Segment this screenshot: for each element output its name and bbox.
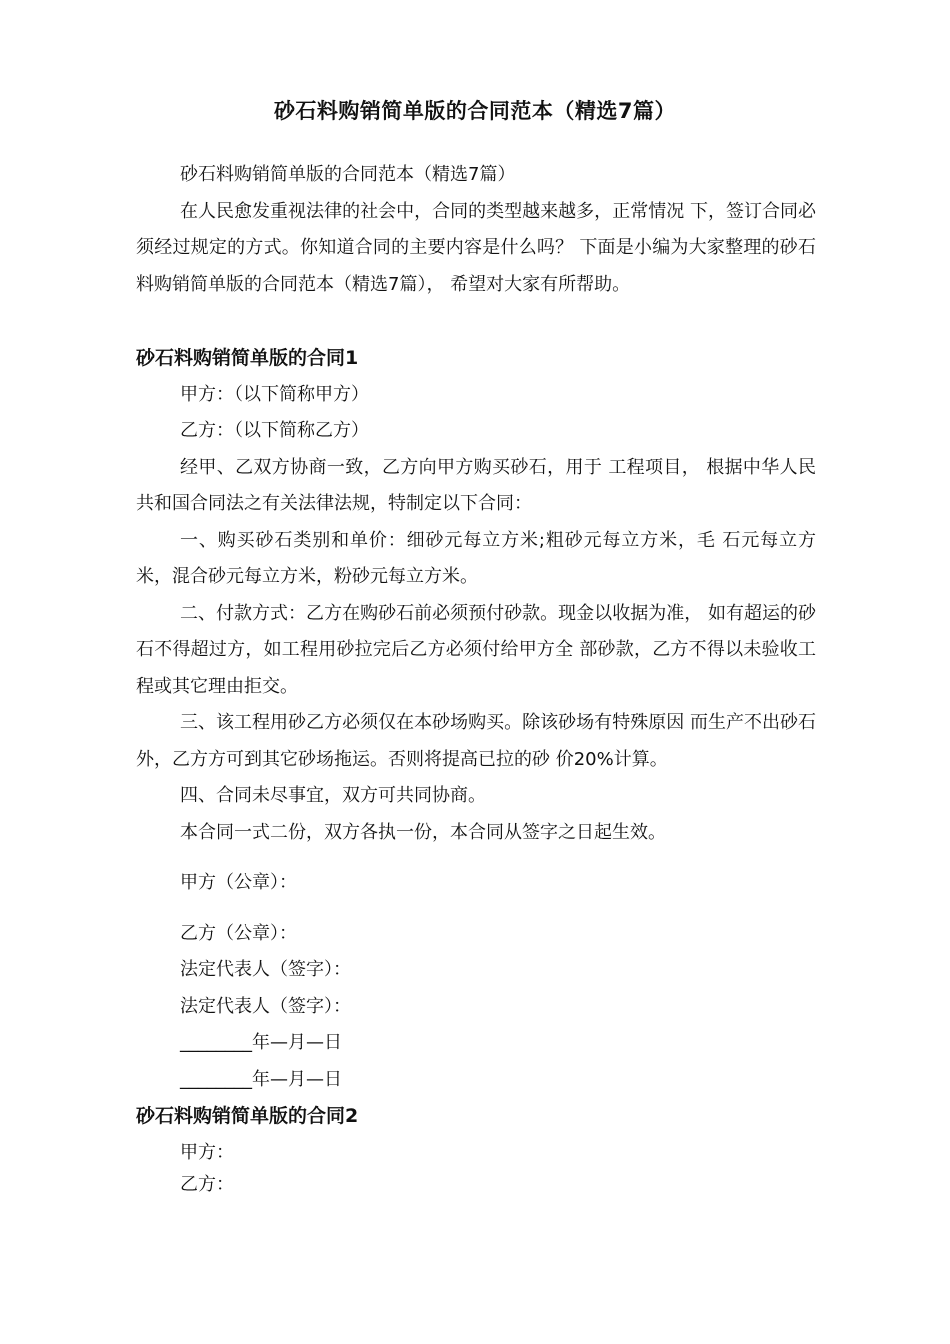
intro-subtitle: 砂石料购销简单版的合同范本（精选7篇） bbox=[180, 164, 516, 185]
spacer bbox=[136, 851, 816, 865]
contract-1-party-a: 甲方：（以下简称甲方） bbox=[180, 383, 369, 405]
contract-1-clause-3: 三、该工程用砂乙方必须仅在本砂场购买。除该砂场有特殊原因 而生产不出砂石外，乙方方可到其它砂场拖运。否则将提高已拉的砂 价20%计算。 bbox=[136, 712, 816, 770]
intro-section bbox=[136, 157, 816, 303]
contract-1-rep-a: 法定代表人（签字）： bbox=[180, 959, 351, 980]
contract-2-party-a: 甲方： bbox=[180, 1141, 234, 1163]
contract-2-heading: 砂石料购销简单版的合同2 bbox=[136, 1105, 359, 1127]
spacer bbox=[136, 902, 816, 916]
contract-1-clause-1: 一、购买砂石类别和单价：细砂元每立方米;粗砂元每立方米，毛 石元每立方米，混合砂元每立方米，粉砂元每立方米。 bbox=[136, 529, 816, 587]
contract-1-clause-4: 四、合同未尽事宜，双方可共同协商。 bbox=[180, 785, 486, 806]
contract-1-rep-b: 法定代表人（签字）： bbox=[180, 995, 351, 1017]
intro-paragraph: 在人民愈发重视法律的社会中，合同的类型越来越多，正常情况 下，签订合同必须经过规定的方式。你知道合同的主要内容是什么吗？ 下面是小编为大家整理的砂石料购销简单版的合同范本（精选7篇）， 希望对大家有所帮助。 bbox=[136, 200, 816, 295]
contract-1-party-b: 乙方：（以下简称乙方） bbox=[180, 420, 369, 441]
contract-1-date-a: ________年—月—日 bbox=[180, 1032, 342, 1053]
contract-1-sign-a: 甲方（公章）： bbox=[180, 872, 297, 893]
contract-1-date-b: ________年—月—日 bbox=[180, 1068, 342, 1090]
contract-1-copies: 本合同一式二份，双方各执一份，本合同从签字之日起生效。 bbox=[180, 821, 666, 843]
contract-1-sign-b: 乙方（公章）： bbox=[180, 922, 297, 944]
contract-2-party-b: 乙方： bbox=[180, 1174, 234, 1195]
document-title: 砂石料购销简单版的合同范本（精选7篇） bbox=[273, 99, 677, 123]
contract-1-heading: 砂石料购销简单版的合同1 bbox=[136, 347, 359, 369]
contract-1-preamble: 经甲、乙双方协商一致，乙方向甲方购买砂石，用于 工程项目， 根据中华人民共和国合同法之有关法律法规，特制定以下合同： bbox=[136, 456, 816, 514]
contract-1-clause-2: 二、付款方式：乙方在购砂石前必须预付砂款。现金以收据为准， 如有超运的砂石不得超过方，如工程用砂拉完后乙方必须付给甲方全 部砂款，乙方不得以未验收工程或其它理由拒交。 bbox=[136, 602, 816, 697]
contract-1-section bbox=[136, 340, 816, 1199]
